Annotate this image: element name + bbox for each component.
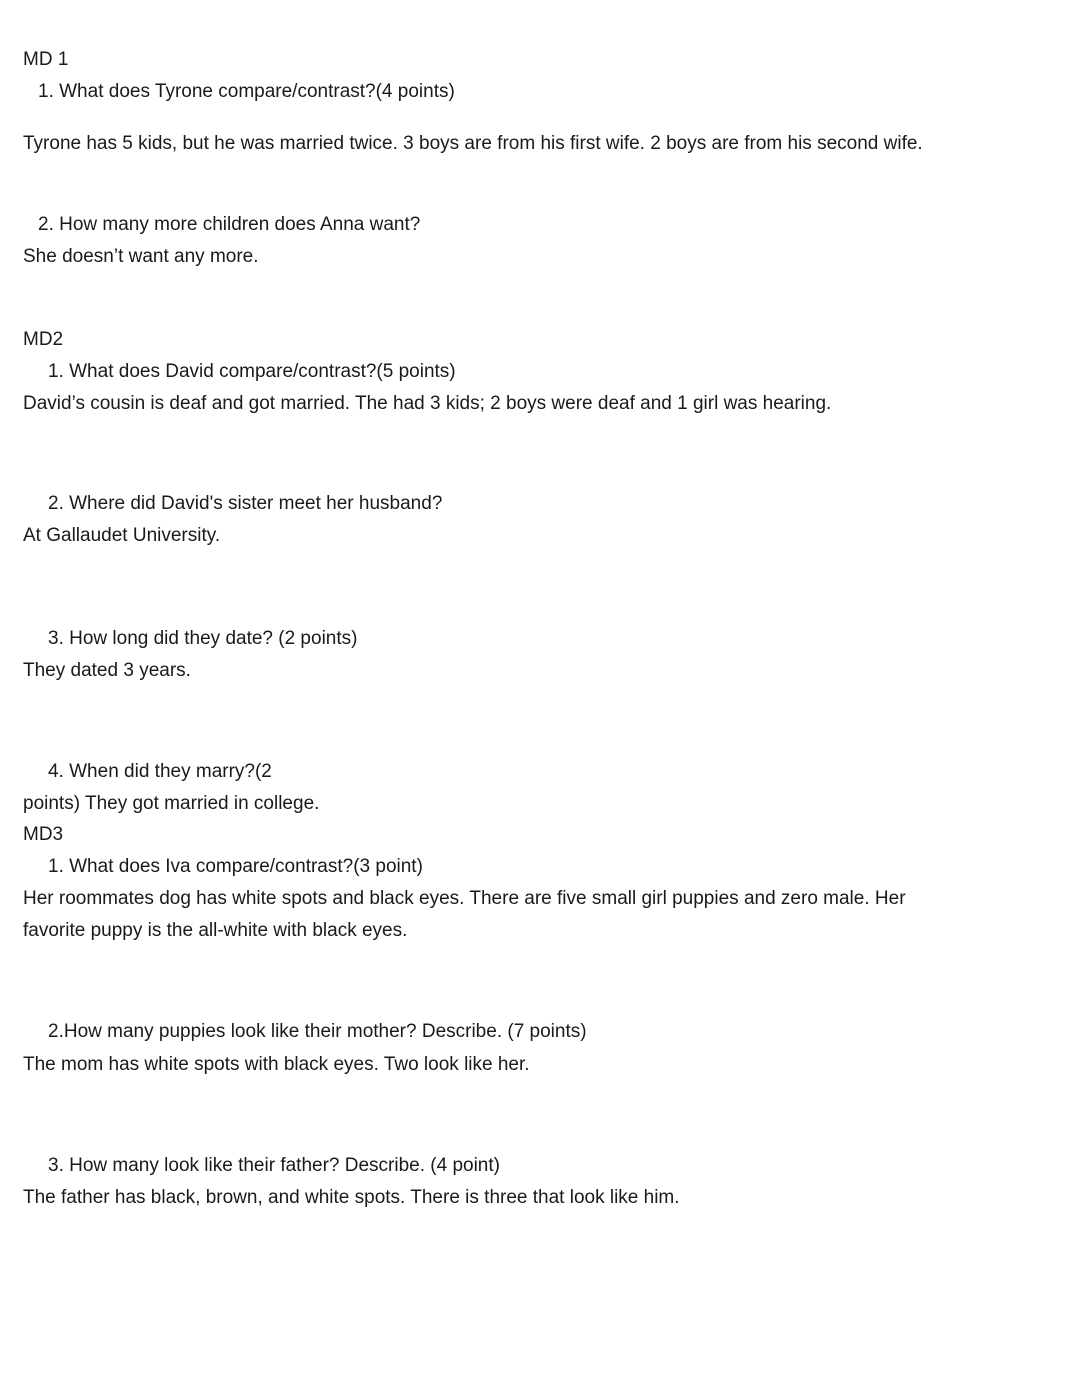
question-md2-2: 2. Where did David's sister meet her husband? xyxy=(48,493,443,514)
question-md3-3: 3. How many look like their father? Describe. (4 point) xyxy=(48,1155,500,1176)
section-heading-md1: MD 1 xyxy=(23,49,69,70)
answer-md3-2: The mom has white spots with black eyes. Two look like her. xyxy=(23,1054,530,1075)
answer-md2-4: points) They got married in college. xyxy=(23,793,320,814)
section-heading-md3: MD3 xyxy=(23,824,64,845)
answer-md3-3: The father has black, brown, and white spots. There is three that look like him. xyxy=(23,1187,680,1208)
question-md2-4: 4. When did they marry?(2 xyxy=(48,761,272,782)
question-md1-2: 2. How many more children does Anna want? xyxy=(38,214,421,235)
answer-md2-1: David’s cousin is deaf and got married. The had 3 kids; 2 boys were deaf and 1 girl was hearing. xyxy=(23,393,832,414)
question-md2-3: 3. How long did they date? (2 points) xyxy=(48,628,358,649)
question-md3-1: 1. What does Iva compare/contrast?(3 point) xyxy=(48,856,423,877)
answer-md3-1-line2: favorite puppy is the all-white with black eyes. xyxy=(23,920,408,941)
question-md3-2: 2.How many puppies look like their mother? Describe. (7 points) xyxy=(48,1021,587,1042)
answer-md2-3: They dated 3 years. xyxy=(23,660,191,681)
answer-md1-2: She doesn’t want any more. xyxy=(23,246,259,267)
answer-md2-2: At Gallaudet University. xyxy=(23,525,221,546)
question-md1-1: 1. What does Tyrone compare/contrast?(4 points) xyxy=(38,81,455,102)
answer-md1-1: Tyrone has 5 kids, but he was married twice. 3 boys are from his first wife. 2 boys are from his second wife. xyxy=(23,133,923,154)
answer-md3-1-line1: Her roommates dog has white spots and black eyes. There are five small girl puppies and zero male. Her xyxy=(23,888,906,909)
section-heading-md2: MD2 xyxy=(23,329,64,350)
question-md2-1: 1. What does David compare/contrast?(5 points) xyxy=(48,361,456,382)
